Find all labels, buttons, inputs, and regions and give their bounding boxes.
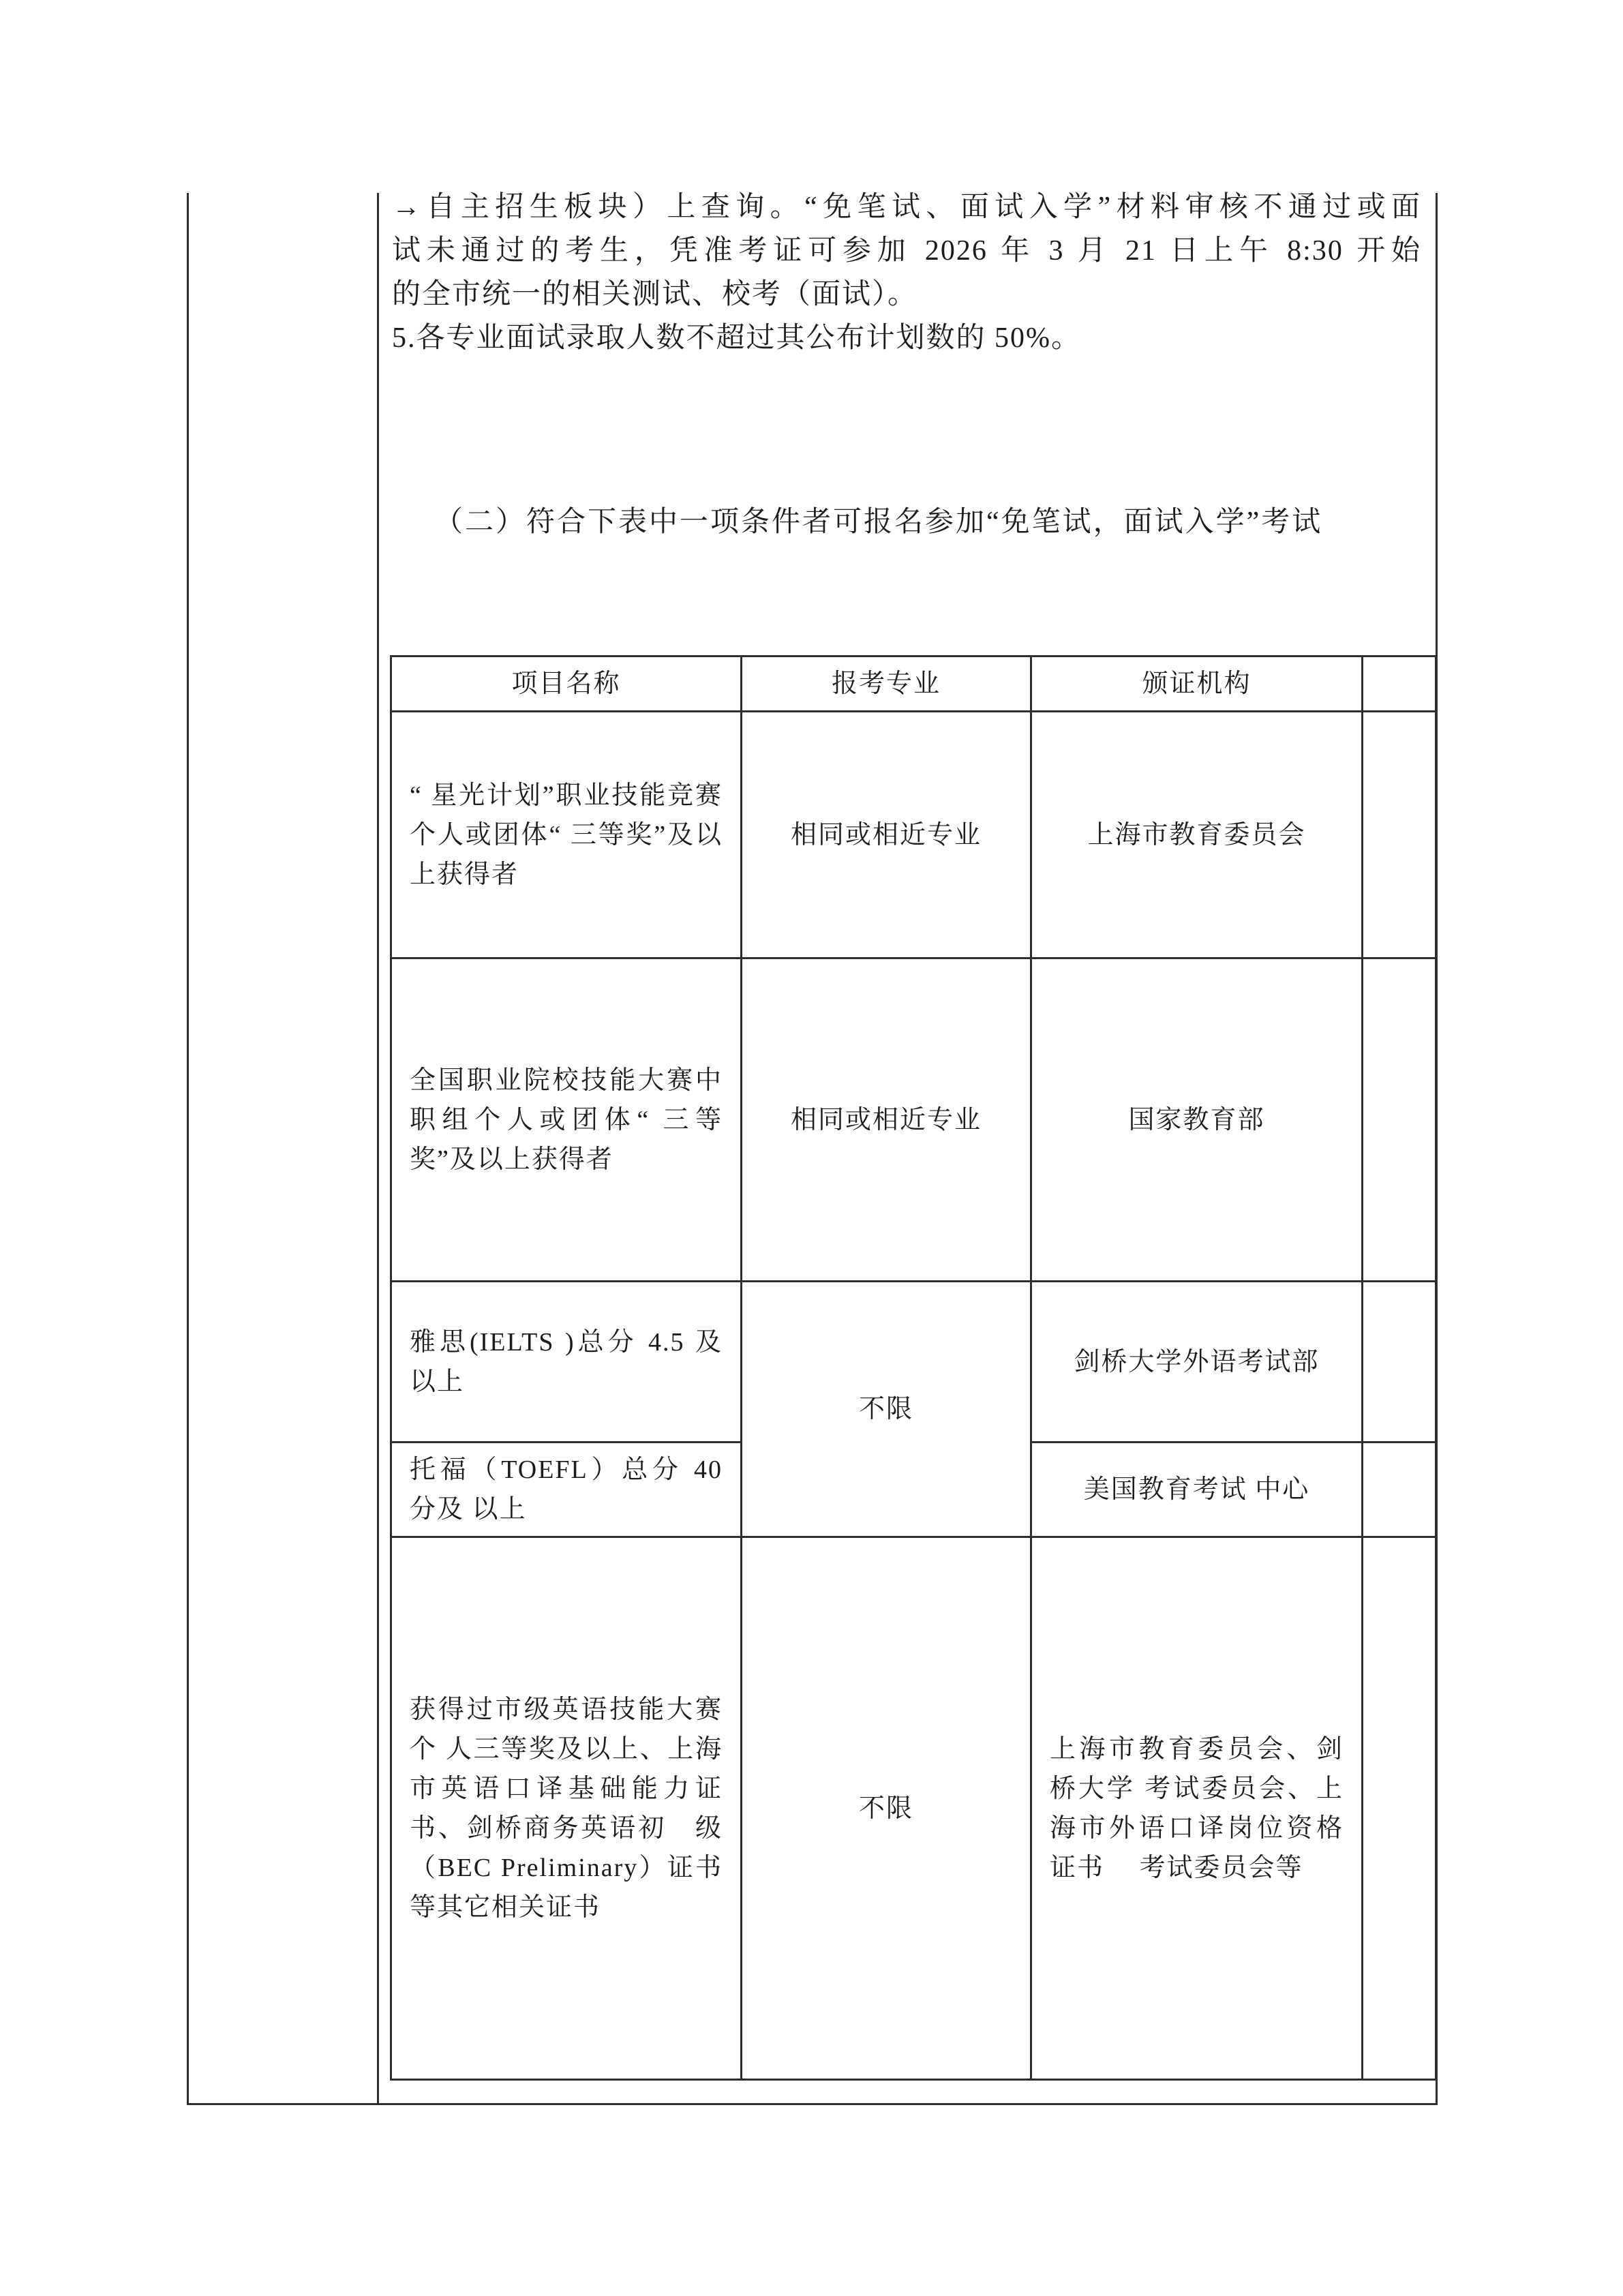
- header-project-name: 项目名称: [391, 656, 742, 712]
- section-heading: （二）符合下表中一项条件者可报名参加“免笔试，面试入学”考试: [434, 507, 1323, 538]
- header-major: 报考专业: [742, 656, 1031, 712]
- header-issuer: 颁证机构: [1031, 656, 1363, 712]
- paragraph-line: 的全市统一的相关测试、校考（面试）。: [392, 279, 918, 310]
- cell-issuer: 上海市教育委员会: [1031, 712, 1363, 958]
- cell-major-merged: 不限: [742, 1282, 1031, 1537]
- cell-empty: [1363, 1282, 1436, 1442]
- cell-project: 托福（TOEFL）总分 40 分及 以上: [391, 1442, 742, 1537]
- cell-issuer: 上海市教育委员会、剑桥大学 考试委员会、上 海市外语口译岗位资格证书 考试委员会等: [1031, 1537, 1363, 2080]
- table-header-row: [391, 656, 1436, 712]
- cell-project: 获得过市级英语技能大赛个 人三等奖及以上、上海市英语口译基础能力证书、剑桥商务英语初 级（BEC Preliminary）证书等其它相关证书: [391, 1537, 742, 2080]
- paragraph-line: 试未通过的考生，凭准考证可参加 2026 年 3 月 21 日上午 8:30 开始: [392, 235, 1421, 267]
- cell-empty: [1363, 958, 1436, 1282]
- intro-paragraph: [392, 185, 1421, 360]
- cell-project: “ 星光计划”职业技能竞赛个人或团体“ 三等奖”及以上获得者: [391, 712, 742, 958]
- cell-project: 雅思(IELTS )总分 4.5 及以上: [391, 1282, 742, 1442]
- table-row: [391, 958, 1436, 1282]
- cell-issuer: 剑桥大学外语考试部: [1031, 1282, 1363, 1442]
- paragraph-line: →自主招生板块）上查询。“免笔试、面试入学”材料审核不通过或面: [392, 192, 1421, 223]
- eligibility-table: [390, 655, 1437, 2081]
- cell-issuer: 国家教育部: [1031, 958, 1363, 1282]
- paragraph-line: 5.各专业面试录取人数不超过其公布计划数的 50%。: [392, 322, 1081, 354]
- cell-major: 不限: [742, 1537, 1031, 2080]
- table-row: [391, 1282, 1436, 1442]
- left-column-divider: [377, 193, 379, 2103]
- cell-issuer: 美国教育考试 中心: [1031, 1442, 1363, 1537]
- cell-project: 全国职业院校技能大赛中职组个人或团体“ 三等奖”及以上获得者: [391, 958, 742, 1282]
- header-empty: [1363, 656, 1436, 712]
- cell-empty: [1363, 1442, 1436, 1537]
- table-row: [391, 712, 1436, 958]
- table-row: [391, 1537, 1436, 2080]
- cell-major: 相同或相近专业: [742, 958, 1031, 1282]
- cell-major: 相同或相近专业: [742, 712, 1031, 958]
- cell-empty: [1363, 1537, 1436, 2080]
- cell-empty: [1363, 712, 1436, 958]
